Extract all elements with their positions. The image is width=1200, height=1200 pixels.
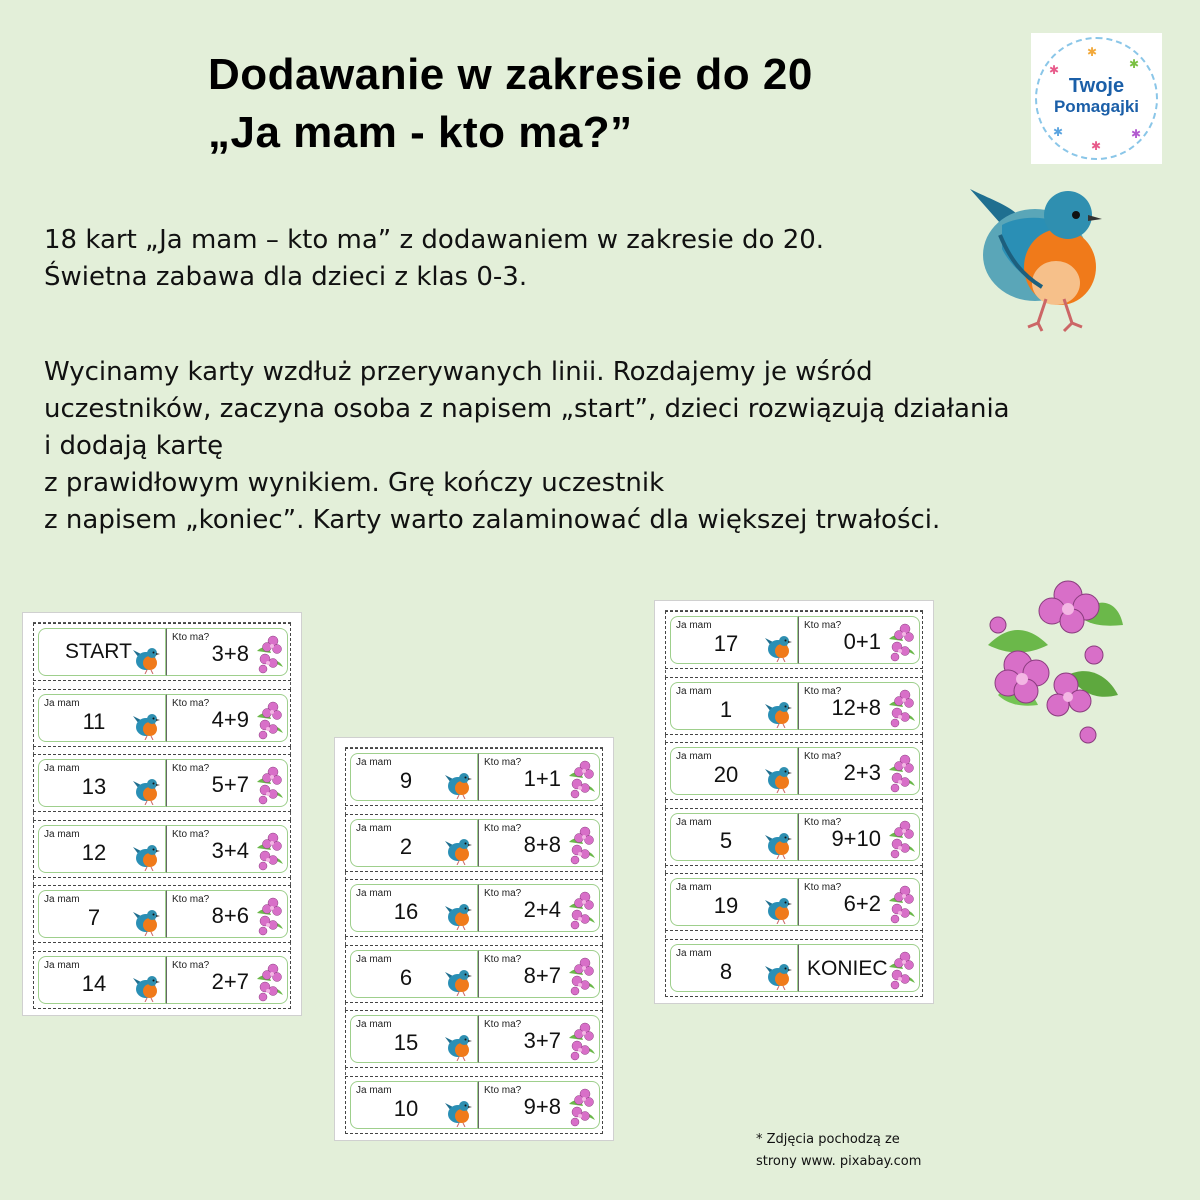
game-card [33, 689, 291, 747]
robin-bird-icon [131, 841, 161, 875]
robin-bird-icon [443, 900, 473, 934]
card-have-value: 20 [713, 762, 739, 787]
card-who-half [166, 890, 288, 938]
game-card [665, 611, 923, 669]
card-have-value: 2 [399, 833, 413, 859]
card-have-half [670, 747, 798, 795]
logo-text-line2: Pomagajki [1053, 97, 1140, 116]
apple-blossom-flower-icon [565, 953, 597, 1001]
game-card [345, 748, 603, 806]
game-card [33, 885, 291, 943]
robin-bird-icon [763, 960, 793, 994]
instructions-line: Wycinamy karty wzdłuż przerywanych linii. Rozdajemy je wśród [44, 357, 873, 387]
card-have-half [38, 825, 166, 873]
kto-ma-label: Kto ma? [172, 697, 210, 709]
instructions-line: z napisem „koniec”. Karty warto zalaminować dla większej trwałości. [44, 505, 941, 535]
sparkle-icon: ✱ [1049, 63, 1060, 77]
robin-bird-icon [443, 769, 473, 803]
kto-ma-label: Kto ma? [484, 1084, 522, 1096]
robin-bird-icon [131, 972, 161, 1006]
card-have-value: 7 [87, 905, 101, 930]
card-who-half [166, 956, 288, 1004]
card-have-value: 16 [393, 899, 419, 924]
card-have-value: 11 [82, 708, 106, 734]
game-card [665, 742, 923, 800]
robin-bird-icon [443, 1097, 473, 1131]
footnote-line: * Zdjęcia pochodzą ze [756, 1132, 900, 1147]
robin-bird-icon [960, 175, 1110, 335]
card-who-equation: 9+8 [523, 1093, 561, 1119]
ja-mam-label: Ja mam [356, 757, 392, 768]
card-have-half [670, 944, 798, 992]
card-start-label: START [65, 640, 132, 663]
card-have-half [38, 759, 166, 807]
apple-blossom-flower-icon [565, 822, 597, 870]
apple-blossom-flower-icon [885, 816, 917, 864]
game-card [665, 939, 923, 997]
apple-blossom-flower-icon [565, 756, 597, 804]
ja-mam-label: Ja mam [676, 751, 712, 762]
ja-mam-label: Ja mam [676, 685, 712, 697]
card-who-half [478, 1081, 600, 1129]
ja-mam-label: Ja mam [44, 697, 80, 709]
card-have-half [38, 956, 166, 1004]
game-card [665, 677, 923, 735]
card-who-equation: 9+10 [831, 825, 881, 851]
ja-mam-label: Ja mam [676, 947, 712, 959]
card-who-equation: 3+8 [211, 641, 249, 666]
kto-ma-label: Kto ma? [172, 894, 210, 905]
card-have-value: 13 [81, 774, 107, 799]
game-card [33, 951, 291, 1009]
card-have-half [350, 950, 478, 998]
instructions-text [44, 354, 1010, 539]
card-who-half [166, 694, 288, 742]
ja-mam-label: Ja mam [676, 816, 712, 828]
ja-mam-label: Ja mam [356, 822, 392, 834]
apple-blossom-flower-icon [885, 685, 917, 733]
robin-bird-icon [763, 632, 793, 666]
card-have-half [670, 616, 798, 664]
sparkle-icon: ✱ [1131, 127, 1142, 141]
footnote [756, 1129, 921, 1173]
intro-line: Świetna zabawa dla dzieci z klas 0-3. [44, 262, 528, 292]
card-who-equation: 12+8 [831, 694, 881, 720]
robin-bird-icon [443, 1031, 473, 1065]
card-who-half [478, 950, 600, 998]
sparkle-icon: ✱ [1087, 45, 1098, 59]
robin-bird-icon [131, 644, 161, 678]
logo-text-line1: Twoje [1068, 75, 1125, 97]
kto-ma-label: Kto ma? [484, 888, 522, 899]
robin-bird-icon [131, 906, 161, 940]
card-who-half [798, 878, 920, 926]
card-have-value: 9 [399, 768, 413, 793]
card-have-half [38, 890, 166, 938]
card-have-half [350, 884, 478, 932]
kto-ma-label: Kto ma? [804, 620, 842, 631]
kto-ma-label: Kto ma? [172, 828, 210, 840]
card-who-half [798, 944, 920, 992]
apple-blossom-flower-icon [968, 555, 1128, 755]
card-who-half [798, 747, 920, 795]
instructions-line: z prawidłowym wynikiem. Grę kończy uczestnik [44, 468, 665, 498]
ja-mam-label: Ja mam [44, 828, 80, 840]
kto-ma-label: Kto ma? [484, 822, 522, 834]
card-have-value: 19 [713, 893, 739, 918]
apple-blossom-flower-icon [565, 1018, 597, 1066]
kto-ma-label: Kto ma? [172, 959, 210, 971]
card-sheet-3 [654, 600, 934, 1004]
sparkle-icon: ✱ [1091, 139, 1102, 153]
card-who-half [798, 616, 920, 664]
footnote-line: strony www. pixabay.com [756, 1154, 922, 1169]
card-have-value: 12 [81, 839, 107, 865]
kto-ma-label: Kto ma? [804, 882, 842, 893]
kto-ma-label: Kto ma? [804, 751, 842, 762]
robin-bird-icon [131, 775, 161, 809]
robin-bird-icon [443, 835, 473, 869]
ja-mam-label: Ja mam [356, 1084, 392, 1096]
instructions-line: i dodają kartę [44, 431, 224, 461]
game-card [345, 1010, 603, 1068]
ja-mam-label: Ja mam [356, 953, 392, 965]
card-who-half [166, 759, 288, 807]
apple-blossom-flower-icon [885, 881, 917, 929]
card-have-half [670, 878, 798, 926]
card-who-equation: 2+7 [211, 968, 249, 994]
card-who-equation: 8+8 [523, 831, 561, 857]
apple-blossom-flower-icon [565, 887, 597, 935]
card-who-half [166, 628, 288, 676]
card-have-value: 5 [719, 827, 733, 853]
card-who-equation: 8+6 [211, 903, 249, 928]
page-subtitle: „Ja mam - kto ma?” [208, 108, 633, 157]
card-have-half [38, 694, 166, 742]
card-have-half [670, 813, 798, 861]
robin-bird-icon [763, 894, 793, 928]
intro-line: 18 kart „Ja mam – kto ma” z dodawaniem w zakresie do 20. [44, 225, 825, 255]
card-who-equation: 6+2 [843, 891, 881, 916]
card-have-half [350, 1081, 478, 1129]
apple-blossom-flower-icon [253, 762, 285, 810]
card-have-value: 14 [81, 970, 107, 996]
robin-bird-icon [763, 763, 793, 797]
ja-mam-label: Ja mam [356, 1019, 392, 1030]
ja-mam-label: Ja mam [44, 894, 80, 905]
card-who-half [478, 884, 600, 932]
page-title: Dodawanie w zakresie do 20 [208, 50, 813, 99]
game-card [33, 820, 291, 878]
apple-blossom-flower-icon [565, 1084, 597, 1132]
card-who-equation: 5+7 [211, 772, 249, 797]
card-who-equation: 3+7 [523, 1028, 561, 1053]
ja-mam-label: Ja mam [676, 620, 712, 631]
card-have-half [350, 819, 478, 867]
kto-ma-label: Kto ma? [804, 816, 842, 828]
kto-ma-label: Kto ma? [484, 1019, 522, 1030]
card-have-value: 6 [399, 964, 413, 990]
instructions-line: uczestników, zaczyna osoba z napisem „start”, dzieci rozwiązują działania [44, 394, 1010, 424]
game-card [345, 1076, 603, 1134]
apple-blossom-flower-icon [885, 947, 917, 995]
ja-mam-label: Ja mam [44, 959, 80, 971]
ja-mam-label: Ja mam [676, 882, 712, 893]
card-who-half [798, 682, 920, 730]
game-card [345, 945, 603, 1003]
apple-blossom-flower-icon [885, 750, 917, 798]
apple-blossom-flower-icon [253, 893, 285, 941]
card-who-equation: 2+3 [843, 760, 881, 785]
apple-blossom-flower-icon [253, 828, 285, 876]
kto-ma-label: Kto ma? [484, 757, 522, 768]
apple-blossom-flower-icon [253, 697, 285, 745]
card-who-half [478, 1015, 600, 1063]
kto-ma-label: Kto ma? [484, 953, 522, 965]
card-who-equation: 3+4 [211, 837, 249, 863]
card-who-equation: 2+4 [523, 897, 561, 922]
card-who-equation: 4+9 [211, 706, 249, 732]
robin-bird-icon [763, 698, 793, 732]
game-card [33, 754, 291, 812]
card-who-half [478, 753, 600, 801]
robin-bird-icon [131, 710, 161, 744]
apple-blossom-flower-icon [253, 631, 285, 679]
card-end-label: KONIEC [807, 956, 888, 980]
card-who-equation: 1+1 [523, 766, 561, 791]
ja-mam-label: Ja mam [44, 763, 80, 774]
intro-text [44, 222, 824, 296]
card-sheet-1 [22, 612, 302, 1016]
card-have-value: 15 [393, 1030, 419, 1055]
card-have-value: 17 [713, 631, 739, 656]
card-who-equation: 0+1 [843, 629, 881, 654]
apple-blossom-flower-icon [885, 619, 917, 667]
robin-bird-icon [443, 966, 473, 1000]
card-have-value: 8 [719, 958, 733, 984]
card-have-half [350, 753, 478, 801]
game-card [33, 623, 291, 681]
ja-mam-label: Ja mam [356, 888, 392, 899]
robin-bird-icon [763, 829, 793, 863]
apple-blossom-flower-icon [253, 959, 285, 1007]
sparkle-icon: ✱ [1129, 57, 1140, 71]
sparkle-icon: ✱ [1053, 125, 1064, 139]
kto-ma-label: Kto ma? [804, 685, 842, 697]
card-have-value: 10 [393, 1095, 419, 1121]
card-who-half [166, 825, 288, 873]
card-have-half [350, 1015, 478, 1063]
card-have-half [38, 628, 166, 676]
game-card [345, 814, 603, 872]
card-who-equation: 8+7 [523, 962, 561, 988]
card-have-half [670, 682, 798, 730]
card-who-half [478, 819, 600, 867]
game-card [345, 879, 603, 937]
kto-ma-label: Kto ma? [172, 763, 210, 774]
card-sheet-2 [334, 737, 614, 1141]
game-card [665, 873, 923, 931]
twoje-pomagajki-logo [1031, 33, 1162, 164]
card-who-half [798, 813, 920, 861]
card-have-value: 1 [719, 696, 733, 722]
game-card [665, 808, 923, 866]
kto-ma-label: Kto ma? [172, 632, 210, 643]
